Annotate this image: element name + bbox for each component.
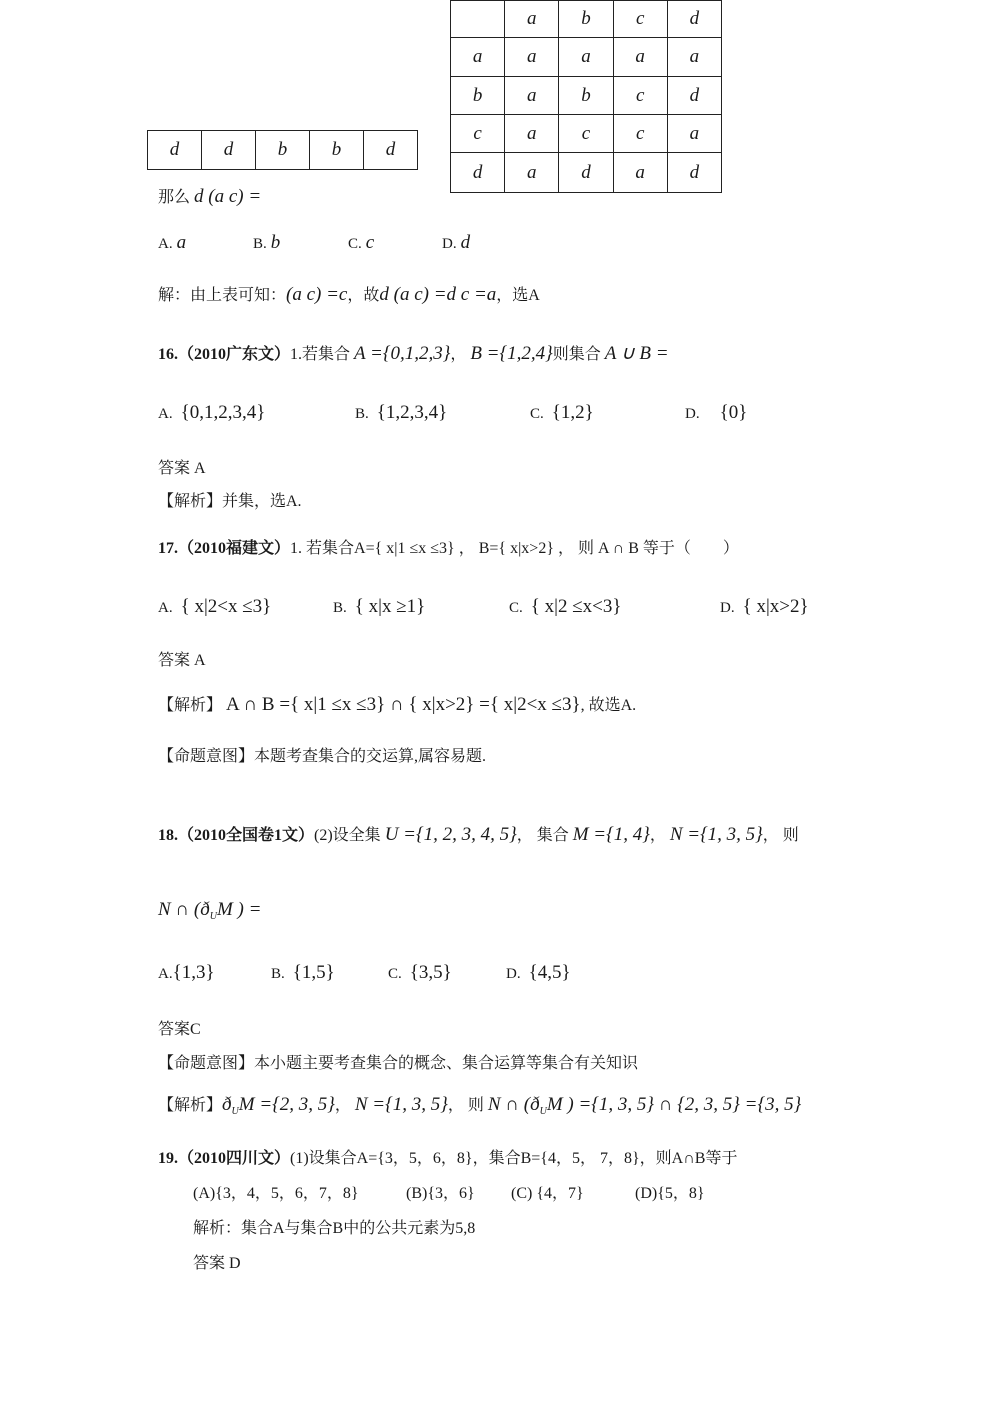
q18-stem: 18.（2010全国卷1文）(2)设全集 U ={1, 2, 3, 4, 5}， 集合 M ={1, 4}， N ={1, 3, 5}， 则: [158, 824, 799, 845]
option-c: C. {1,2}: [530, 402, 594, 423]
option-d: D. d: [442, 232, 471, 253]
q16-answer: 答案 A: [158, 460, 206, 477]
operation-table: [450, 0, 722, 193]
option-b: (B){3，6}: [406, 1185, 475, 1202]
q15-solution: 解：由上表可知：(a c) =c，故d (a c) =d c =a，选A: [158, 284, 540, 305]
table-header-cell: a: [505, 1, 559, 38]
q19-analysis: 解析：集合A与集合B中的公共元素为5,8: [193, 1220, 476, 1237]
option-b: B. {1,2,3,4}: [355, 402, 448, 423]
q19-stem: 19.（2010四川文）(1)设集合A={3，5，6，8}，集合B={4，5， 7，8}，则A∩B等于: [158, 1150, 738, 1167]
table-cell: a: [613, 38, 667, 77]
q18-question: N ∩ ($ð_UM$ ) =: [158, 899, 262, 923]
table-cell: a: [505, 38, 559, 77]
option-b: B. { x|x ≥1}: [333, 596, 426, 617]
partial-table-row: [147, 130, 418, 170]
q17-intent: 【命题意图】本题考查集合的交运算,属容易题.: [158, 748, 487, 765]
table-cell: d: [364, 131, 418, 170]
option-d: D. { x|x>2}: [720, 596, 809, 617]
table-cell: c: [613, 77, 667, 115]
q19-answer: 答案 D: [193, 1255, 241, 1272]
option-b: B. b: [253, 232, 281, 253]
option-a: A. { x|2<x ≤3}: [158, 596, 272, 617]
q17-stem: 17.（2010福建文）1. 若集合A={ x|1 ≤x ≤3} ， B={ x|x>2} ， 则 A ∩ B 等于（ ）: [158, 540, 739, 557]
option-c: C. {3,5}: [388, 962, 452, 983]
q18-analysis: 【解析】$ð_UM =\{2$, 3, 5}， N ={1, 3, 5}， 则 N ∩ ($ð_UM$ ) ={1, 3, 5} ∩ {2, 3, 5} ={3, 5}: [158, 1094, 802, 1118]
table-cell: b: [310, 131, 364, 170]
option-c: C. { x|2 ≤x<3}: [509, 596, 622, 617]
table-cell: d: [451, 153, 505, 193]
table-cell: a: [667, 115, 721, 153]
table-cell: a: [559, 38, 613, 77]
table-cell: c: [613, 115, 667, 153]
table-cell: d: [667, 153, 721, 193]
q18-intent: 【命题意图】本小题主要考查集合的概念、集合运算等集合有关知识: [158, 1055, 639, 1072]
table-cell: d: [148, 131, 202, 170]
table-cell: a: [667, 38, 721, 77]
table-header-cell: [451, 1, 505, 38]
table-cell: a: [451, 38, 505, 77]
table-cell: a: [505, 153, 559, 193]
table-header-cell: b: [559, 1, 613, 38]
option-c: (C) {4，7}: [511, 1185, 584, 1202]
option-c: C. c: [348, 232, 375, 253]
table-cell: a: [505, 115, 559, 153]
table-cell: d: [667, 77, 721, 115]
table-cell: d: [202, 131, 256, 170]
q16-stem: 16.（2010广东文）1.若集合 A ={0,1,2,3}， B ={1,2,4}则集合 A ∪ B =: [158, 343, 669, 364]
q15-question: 那么 d (a c) =: [158, 186, 262, 207]
table-cell: a: [613, 153, 667, 193]
q16-analysis: 【解析】并集，选A.: [158, 493, 302, 510]
table-cell: b: [451, 77, 505, 115]
table-header-cell: d: [667, 1, 721, 38]
option-d: (D){5，8}: [635, 1185, 705, 1202]
table-cell: c: [559, 115, 613, 153]
option-d: D. {4,5}: [506, 962, 571, 983]
option-a: A. {0,1,2,3,4}: [158, 402, 266, 423]
option-d: D. {0}: [685, 402, 748, 423]
option-b: B. {1,5}: [271, 962, 335, 983]
q17-answer: 答案 A: [158, 652, 206, 669]
table-cell: b: [559, 77, 613, 115]
table-cell: d: [559, 153, 613, 193]
table-cell: b: [256, 131, 310, 170]
q18-answer: 答案C: [158, 1021, 201, 1038]
table-cell: a: [505, 77, 559, 115]
option-a: A. a: [158, 232, 187, 253]
table-header-cell: c: [613, 1, 667, 38]
table-cell: c: [451, 115, 505, 153]
option-a: (A){3，4，5，6，7，8}: [193, 1185, 359, 1202]
option-a: A.{1,3}: [158, 962, 215, 983]
q17-analysis: 【解析】 A ∩ B ={ x|1 ≤x ≤3} ∩ { x|x>2} ={ x|2<x ≤3}, 故选A.: [158, 694, 637, 715]
